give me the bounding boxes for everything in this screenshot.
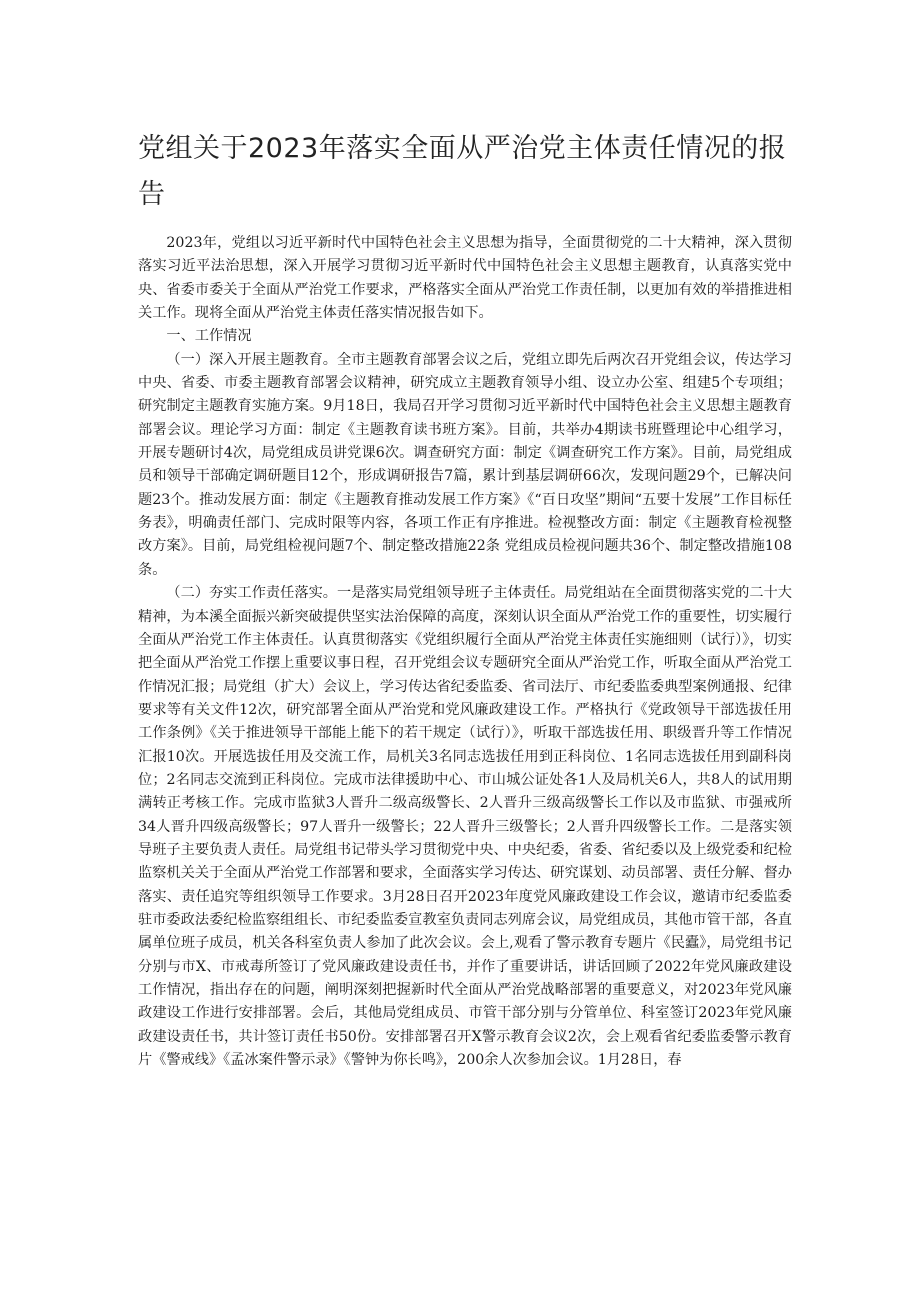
intro-paragraph: 2023年，党组以习近平新时代中国特色社会主义思想为指导，全面贯彻党的二十大精神，深入贯彻落实习近平法治思想，深入开展学习贯彻习近平新时代中国特色社会主义思想主题教育，认真落实党中央、省委市委关于全面从严治党工作要求，严格落实全面从严治党工作责任制，以更加有效的举措推进相关工作。现将全面从严治党主体责任落实情况报告如下。 [138,235,792,322]
section-heading: 一、工作情况 [166,328,252,345]
body-paragraph: （二）夯实工作责任落实。一是落实局党组领导班子主体责任。局党组站在全面贯彻落实党的二十大精神，为本溪全面振兴新突破提供坚实法治保障的高度，深刻认识全面从严治党工作的重要性，切实履行全面从严治党工作主体责任。认真贯彻落实《党组织履行全面从严治党主体责任实施细则（试行）》，切实把全面从严治党工作摆上重要议事日程，召开党组会议专题研究全面从严治党工作，听取全面从严治党工作情况汇报；局党组（扩大）会议上，学习传达省纪委监委、省司法厅、市纪委监委典型案例通报、纪律要求等有关文件12次，研究部署全面从严治党和党风廉政建设工作。严格执行《党政领导干部选拔任用工作条例》《关于推进领导干部能上能下的若干规定（试行）》，听取干部选拔任用、职级晋升等工作情况汇报10次。开展选拔任用及交流工作，局机关3名同志选拔任用到正科岗位、1名同志选拔任用到副科岗位；2名同志交流到正科岗位。完成市法律援助中心、市山城公证处各1人及局机关6人，共8人的试用期满转正考核工作。完成市监狱3人晋升二级高级警长、2人晋升三级高级警长工作以及市监狱、市强戒所34人晋升四级高级警长；97人晋升一级警长；22人晋升三级警长；2人晋升四级警长工作。二是落实领导班子主要负责人责任。局党组书记带头学习贯彻党中央、中央纪委，省委、省纪委以及上级党委和纪检监察机关关于全面从严治党工作部署和要求，全面落实学习传达、研究谋划、动员部署、责任分解、督办落实、责任追究等组织领导工作要求。3月28日召开2023年度党风廉政建设工作会议，邀请市纪委监委驻市委政法委纪检监察组组长、市纪委监委宣教室负责同志列席会议，局党组成员，其他市管干部，各直属单位班子成员，机关各科室负责人参加了此次会议。会上,观看了警示教育专题片《民蠹》，局党组书记分别与市X、市戒毒所签订了党风廉政建设责任书，并作了重要讲话，讲话回顾了2022年党风廉政建设工作情况，指出存在的问题，阐明深刻把握新时代全面从严治党战略部署的重要意义，对2023年党风廉政建设工作进行安排部署。会后，其他局党组成员、市管干部分别与分管单位、科室签订2023年党风廉政建设责任书，共计签订责任书50份。安排部署召开X警示教育会议2次，会上观看省纪委监委警示教育片《警戒线》《孟冰案件警示录》《警钟为你长鸣》，200余人次参加会议。1月28日，春 [138,585,792,1069]
body-paragraph: （一）深入开展主题教育。全市主题教育部署会议之后，党组立即先后两次召开党组会议，传达学习中央、省委、市委主题教育部署会议精神，研究成立主题教育领导小组、设立办公室、组建5个专项组；研究制定主题教育实施方案。9月18日，我局召开学习贯彻习近平新时代中国特色社会主义思想主题教育部署会议。理论学习方面：制定《主题教育读书班方案》。目前，共举办4期读书班暨理论中心组学习，开展专题研讨4次，局党组成员讲党课6次。调查研究方面：制定《调查研究工作方案》。目前，局党组成员和领导干部确定调研题目12个，形成调研报告7篇，累计到基层调研66次，发现问题29个，已解决问题23个。推动发展方面：制定《主题教育推动发展工作方案》《“百日攻坚”期间“五要十发展”工作目标任务表》，明确责任部门、完成时限等内容，各项工作正有序推进。检视整改方面：制定《主题教育检视整改方案》。目前，局党组检视问题7个、制定整改措施22条 党组成员检视问题共36个、制定整改措施108条。 [138,351,792,578]
document-body [138,232,792,1072]
document-title: 党组关于2023年落实全面从严治党主体责任情况的报告 [138,133,787,210]
